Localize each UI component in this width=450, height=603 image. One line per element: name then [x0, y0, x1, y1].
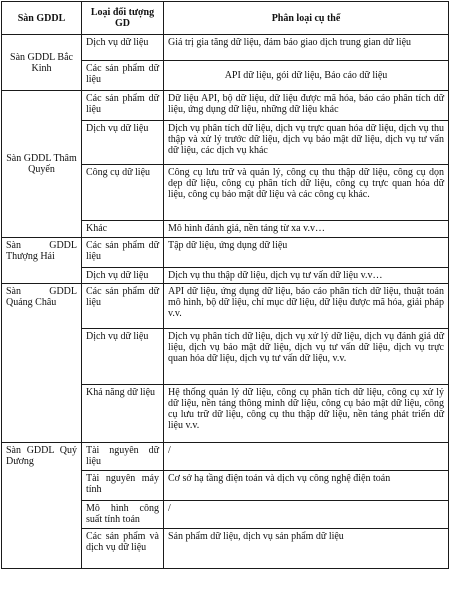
object-type-cell: Khả năng dữ liệu [82, 385, 164, 443]
object-type-cell: Dịch vụ dữ liệu [82, 121, 164, 165]
object-type-cell: Các sản phẩm dữ liệu [82, 238, 164, 268]
venue-shanghai: Sàn GDDL Thượng Hải [2, 238, 82, 284]
classification-cell: Hệ thống quản lý dữ liệu, công cụ phân tích dữ liệu, công cụ xử lý dữ liệu, nền tảng thông minh dữ liệu, công cụ bảo mật dữ liệu, công cụ lưu trữ dữ liệu, công cụ thu thập dữ liệu, nền tảng phát triển dữ liệu v.v. [164, 385, 449, 443]
object-type-cell: Các sản phẩm dữ liệu [82, 61, 164, 91]
classification-cell: Công cụ lưu trữ và quản lý, công cụ thu thập dữ liệu, công cụ dọn dẹp dữ liệu, công cụ phân tích dữ liệu, công cụ trực quan hóa dữ liệu, công cụ bảo mật dữ liệu và các công cụ khác. [164, 165, 449, 221]
classification-cell: Tập dữ liệu, ứng dụng dữ liệu [164, 238, 449, 268]
object-type-cell: Khác [82, 221, 164, 238]
venue-guiyang: Sàn GDDL Quý Dương [2, 443, 82, 569]
object-type-cell: Các sản phẩm dữ liệu [82, 91, 164, 121]
classification-cell: API dữ liệu, gói dữ liệu, Báo cáo dữ liệu [164, 61, 449, 91]
object-type-cell: Các sản phẩm và dịch vụ dữ liệu [82, 529, 164, 569]
classification-cell: API dữ liệu, ứng dụng dữ liệu, báo cáo phân tích dữ liệu, thuật toán mô hình, bộ dữ liệu, chỉ mục dữ liệu, dữ liệu được mã hóa, giải pháp v.v. [164, 284, 449, 329]
object-type-cell: Các sản phẩm dữ liệu [82, 284, 164, 329]
object-type-cell: Tài nguyên dữ liệu [82, 443, 164, 471]
object-type-cell: Dịch vụ dữ liệu [82, 268, 164, 284]
classification-cell: Dịch vụ phân tích dữ liệu, dịch vụ trực quan hóa dữ liệu, dịch vụ thu thập và xử lý trước dữ liệu, dịch vụ bảo mật dữ liệu, dịch vụ tư vấn dữ liệu, các dịch vụ khác [164, 121, 449, 165]
classification-cell: Sản phẩm dữ liệu, dịch vụ sản phẩm dữ liệu [164, 529, 449, 569]
object-type-cell: Dịch vụ dữ liệu [82, 329, 164, 385]
object-type-cell: Mô hình công suất tính toán [82, 501, 164, 529]
table-row [2, 443, 449, 471]
venue-guangzhou: Sàn GDDL Quảng Châu [2, 284, 82, 443]
venue-beijing: Sàn GDDL Bắc Kinh [2, 35, 82, 91]
header-object-type: Loại đối tượng GD [82, 2, 164, 35]
header-row [2, 2, 449, 35]
header-classification: Phân loại cụ thể [164, 2, 449, 35]
classification-cell: Giá trị gia tăng dữ liệu, đảm bảo giao dịch trung gian dữ liệu [164, 35, 449, 61]
object-type-cell: Tài nguyên máy tính [82, 471, 164, 501]
header-venue: Sàn GDDL [2, 2, 82, 35]
classification-cell: / [164, 443, 449, 471]
classification-cell: / [164, 501, 449, 529]
table-row [2, 35, 449, 61]
object-type-cell: Dịch vụ dữ liệu [82, 35, 164, 61]
table-row [2, 238, 449, 268]
classification-cell: Cơ sở hạ tầng điện toán và dịch vụ công nghệ điện toán [164, 471, 449, 501]
classification-cell: Dữ liệu API, bộ dữ liệu, dữ liệu được mã hóa, báo cáo phân tích dữ liệu, ứng dụng dữ liệu, những dữ liệu khác [164, 91, 449, 121]
classification-cell: Dịch vụ phân tích dữ liệu, dịch vụ xử lý dữ liệu, dịch vụ đánh giá dữ liệu, dịch vụ bảo mật dữ liệu, dịch vụ tư vấn dữ liệu, dịch vụ trực quan hóa dữ liệu, dịch vụ tư vấn dữ liệu, v.v. [164, 329, 449, 385]
classification-cell: Mô hình đánh giá, nền tảng từ xa v.v… [164, 221, 449, 238]
venue-shenzhen: Sàn GDDL Thâm Quyến [2, 91, 82, 238]
object-type-cell: Công cụ dữ liệu [82, 165, 164, 221]
exchange-classification-table [1, 1, 449, 569]
table-row [2, 91, 449, 121]
table-row [2, 284, 449, 329]
classification-cell: Dịch vụ thu thập dữ liệu, dịch vụ tư vấn dữ liệu v.v… [164, 268, 449, 284]
